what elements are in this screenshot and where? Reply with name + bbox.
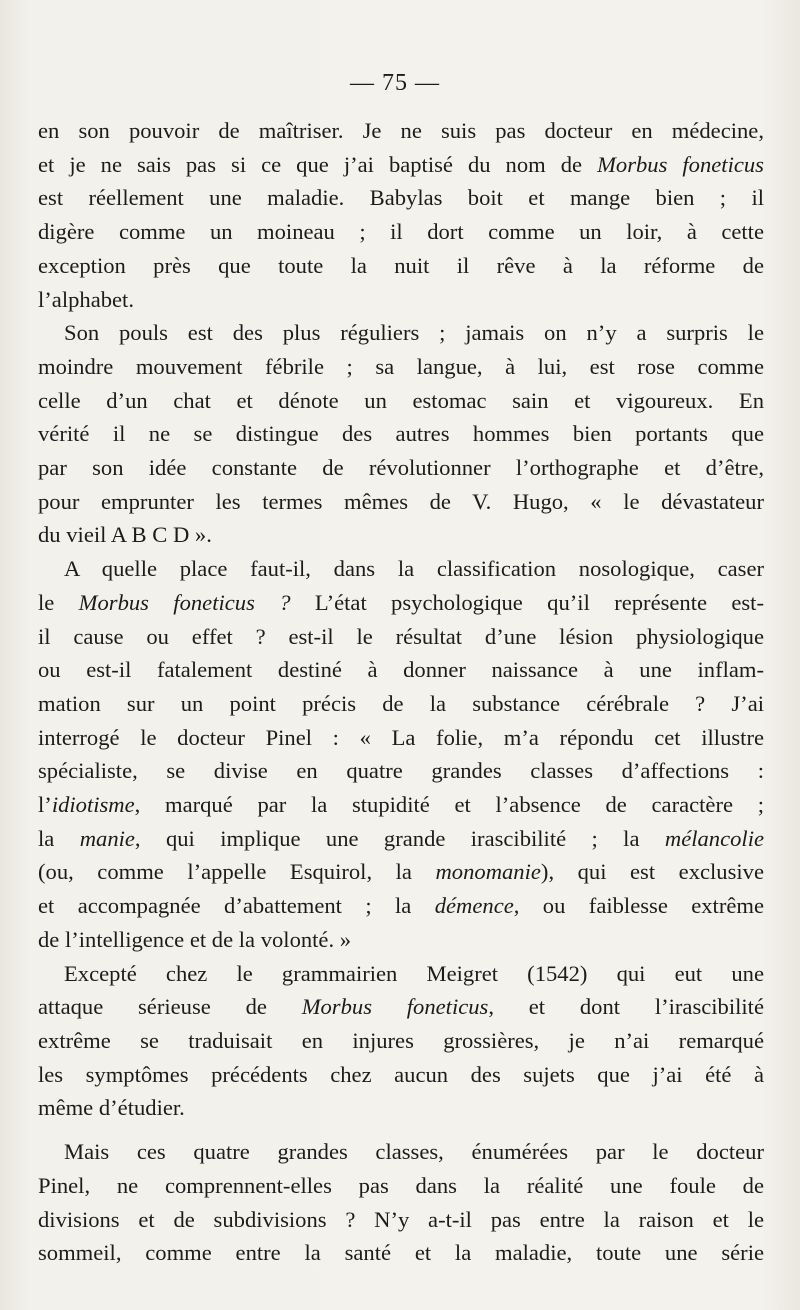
text-line <box>38 114 764 148</box>
text-line <box>38 249 764 283</box>
text-run: digère comme un moineau ; il dort comme un loir, à cette <box>38 219 764 245</box>
text-line <box>38 788 764 822</box>
page-body-text <box>38 114 764 1270</box>
text-line <box>38 1091 764 1125</box>
text-line <box>38 215 764 249</box>
text-run: spécialiste, se divise en quatre grandes classes d’affections : <box>38 758 764 784</box>
text-line <box>38 822 764 856</box>
text-run: Mais ces quatre grandes classes, énumérées par le docteur <box>64 1139 764 1165</box>
text-line <box>38 721 764 755</box>
text-line <box>38 451 764 485</box>
text-run: ou est-il fatalement destiné à donner naissance à une inflam- <box>38 657 764 683</box>
text-run: les symptômes précédents chez aucun des sujets que j’ai été à <box>38 1061 764 1087</box>
text-line <box>38 1058 764 1092</box>
text-run: divisions et de subdivisions ? N’y a-t-il pas entre la raison et le <box>38 1206 764 1232</box>
text-run: sommeil, comme entre la santé et la maladie, toute une série <box>38 1240 764 1266</box>
text-run: , et dont l’irascibilité <box>488 994 764 1020</box>
text-line <box>38 653 764 687</box>
text-line <box>38 518 764 552</box>
text-run: par son idée constante de révolutionner l’orthographe et d’être, <box>38 455 764 481</box>
paragraph <box>38 316 764 552</box>
text-run: attaque sérieuse de <box>38 994 302 1020</box>
text-run: Son pouls est des plus réguliers ; jamais on n’y a surpris le <box>64 320 764 346</box>
text-line <box>38 957 764 991</box>
text-run: extrême se traduisait en injures grossières, je n’ai remarqué <box>38 1027 764 1053</box>
text-run: l’alphabet. <box>38 286 134 312</box>
text-run: du vieil A B C D ». <box>38 522 212 548</box>
text-line <box>38 1135 764 1169</box>
text-run: Pinel, ne comprennent-elles pas dans la réalité une foule de <box>38 1172 764 1198</box>
italic-text: Morbus foneticus ? <box>78 589 291 615</box>
text-line <box>38 552 764 586</box>
text-run: l’ <box>38 792 52 818</box>
paragraph <box>38 1135 764 1270</box>
text-line <box>38 350 764 384</box>
paragraph <box>38 957 764 1126</box>
text-run: Excepté chez le grammairien Meigret (1542) qui eut une <box>64 960 764 986</box>
italic-text: Morbus foneticus <box>597 151 764 177</box>
text-line <box>38 1169 764 1203</box>
text-line <box>38 485 764 519</box>
text-line <box>38 384 764 418</box>
page-number: — 75 — <box>350 70 440 96</box>
text-line <box>38 316 764 350</box>
text-run: , ou faiblesse extrême <box>513 893 764 919</box>
text-run: même d’étudier. <box>38 1095 185 1121</box>
text-run: vérité il ne se distingue des autres hommes bien portants que <box>38 421 764 447</box>
text-run: en son pouvoir de maîtriser. Je ne suis pas docteur en médecine, <box>38 118 764 143</box>
text-line <box>38 889 764 923</box>
text-line <box>38 417 764 451</box>
text-run: la <box>38 825 80 851</box>
text-line <box>38 181 764 215</box>
text-run: est réellement une maladie. Babylas boit et mange bien ; il <box>38 185 764 211</box>
text-run: , qui implique une grande irascibilité ; la <box>134 825 665 851</box>
text-line <box>38 923 764 957</box>
text-line <box>38 1203 764 1237</box>
text-run: (ou, comme l’appelle Esquirol, la <box>38 859 436 885</box>
text-line <box>38 283 764 317</box>
paragraph <box>38 552 764 956</box>
text-run: et accompagnée d’abattement ; la <box>38 893 435 919</box>
text-line <box>38 687 764 721</box>
text-run: il cause ou effet ? est-il le résultat d’une lésion physiologique <box>38 623 764 649</box>
text-run: interrogé le docteur Pinel : « La folie, m’a répondu cet illustre <box>38 724 764 750</box>
text-run: de l’intelligence et de la volonté. » <box>38 926 352 952</box>
text-line <box>38 620 764 654</box>
text-line <box>38 855 764 889</box>
italic-text: monomanie <box>435 859 541 885</box>
text-line <box>38 1024 764 1058</box>
text-line <box>38 148 764 182</box>
italic-text: mélancolie <box>664 825 764 851</box>
text-run: pour emprunter les termes mêmes de V. Hugo, « le dévastateur <box>38 488 764 514</box>
text-run: exception près que toute la nuit il rêve à la réforme de <box>38 252 764 278</box>
text-run: , marqué par la stupidité et l’absence de caractère ; <box>134 792 764 818</box>
text-run: A quelle place faut-il, dans la classification nosologique, caser <box>64 556 764 582</box>
text-run: et je ne sais pas si ce que j’ai baptisé du nom de <box>38 151 598 177</box>
text-line <box>38 754 764 788</box>
text-run: mation sur un point précis de la substance cérébrale ? J’ai <box>38 690 764 716</box>
italic-text: Morbus foneticus <box>301 994 489 1020</box>
text-run: ), qui est exclusive <box>540 859 764 885</box>
text-run: moindre mouvement fébrile ; sa langue, à lui, est rose comme <box>38 353 764 379</box>
text-run: celle d’un chat et dénote un estomac sain et vigoureux. En <box>38 387 764 413</box>
text-line <box>38 586 764 620</box>
paragraph <box>38 114 764 316</box>
text-run: le <box>38 589 79 615</box>
text-run: L’état psychologique qu’il représente est- <box>290 589 764 615</box>
italic-text: démence <box>434 893 514 919</box>
italic-text: manie <box>79 825 135 851</box>
text-line <box>38 1236 764 1270</box>
text-line <box>38 990 764 1024</box>
italic-text: idiotisme <box>51 792 135 818</box>
